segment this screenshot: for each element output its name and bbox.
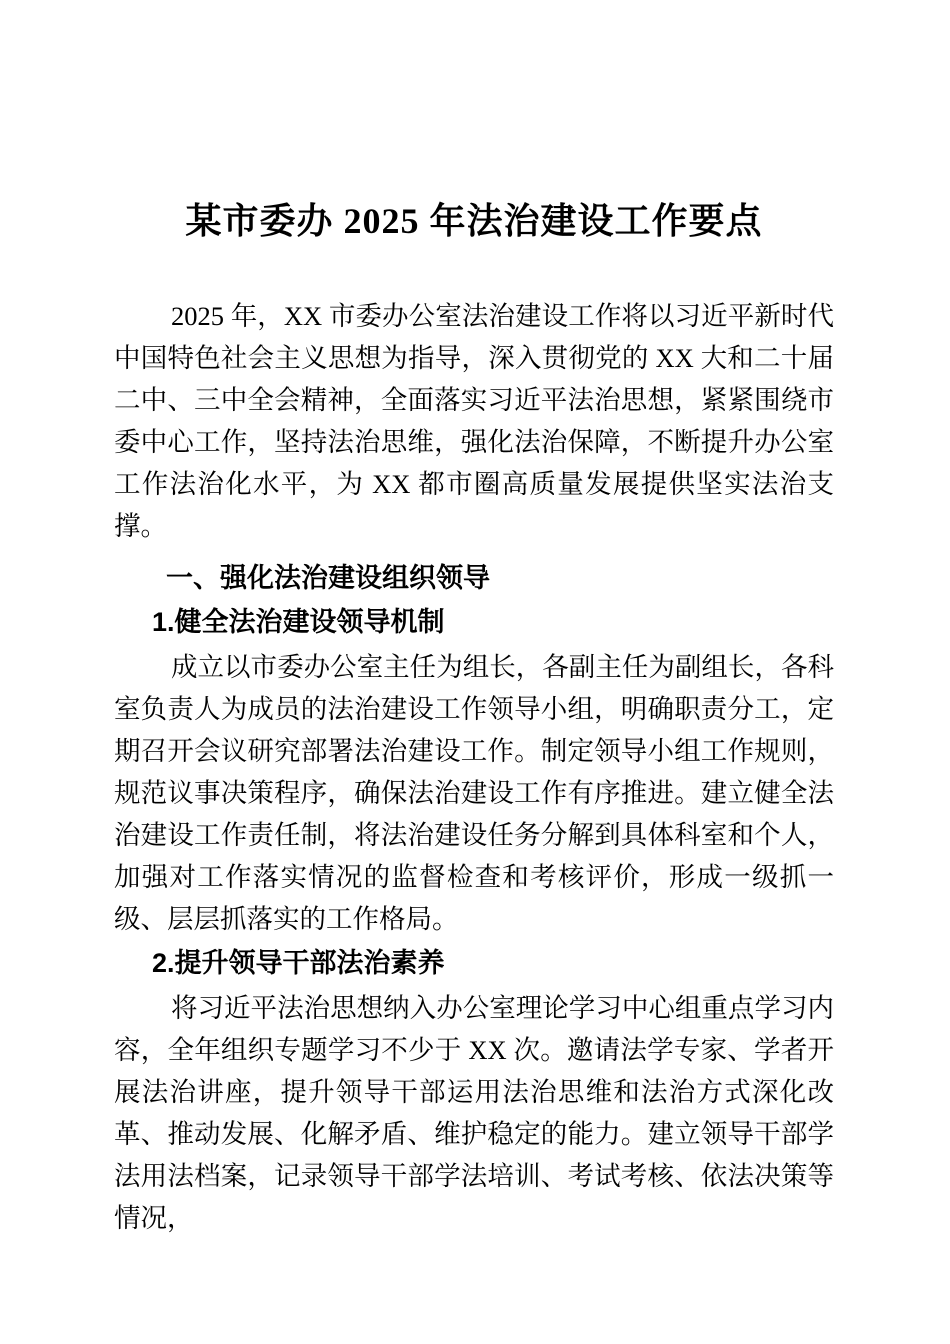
section-1-heading: 一、强化法治建设组织领导 bbox=[166, 563, 490, 593]
document-page bbox=[114, 195, 834, 1239]
subsection-1-2-paragraph: 将习近平法治思想纳入办公室理论学习中心组重点学习内容，全年组织专题学习不少于 XX 次。邀请法学专家、学者开展法治讲座，提升领导干部运用法治思维和法治方式深化改革、推动发展、化解矛盾、维护稳定的能力。建立领导干部学法用法档案，记录领导干部学法培训、考试考核、依法决策等情况， bbox=[114, 993, 834, 1233]
subsection-1-1-heading: 1.健全法治建设领导机制 bbox=[152, 607, 445, 637]
subsection-1-2-heading: 2.提升领导干部法治素养 bbox=[152, 948, 445, 978]
intro-paragraph: 2025 年，XX 市委办公室法治建设工作将以习近平新时代中国特色社会主义思想为指导，深入贯彻党的 XX 大和二十届二中、三中全会精神，全面落实习近平法治思想，紧紧围绕市委中心工作，坚持法治思维，强化法治保障，不断提升办公室工作法治化水平，为 XX 都市圈高质量发展提供坚实法治支撑。 bbox=[114, 301, 834, 541]
subsection-1-1-paragraph: 成立以市委办公室主任为组长，各副主任为副组长，各科室负责人为成员的法治建设工作领导小组，明确职责分工，定期召开会议研究部署法治建设工作。制定领导小组工作规则，规范议事决策程序，确保法治建设工作有序推进。建立健全法治建设工作责任制，将法治建设任务分解到具体科室和个人，加强对工作落实情况的监督检查和考核评价，形成一级抓一级、层层抓落实的工作格局。 bbox=[114, 652, 834, 934]
document-title: 某市委办 2025 年法治建设工作要点 bbox=[185, 201, 763, 241]
